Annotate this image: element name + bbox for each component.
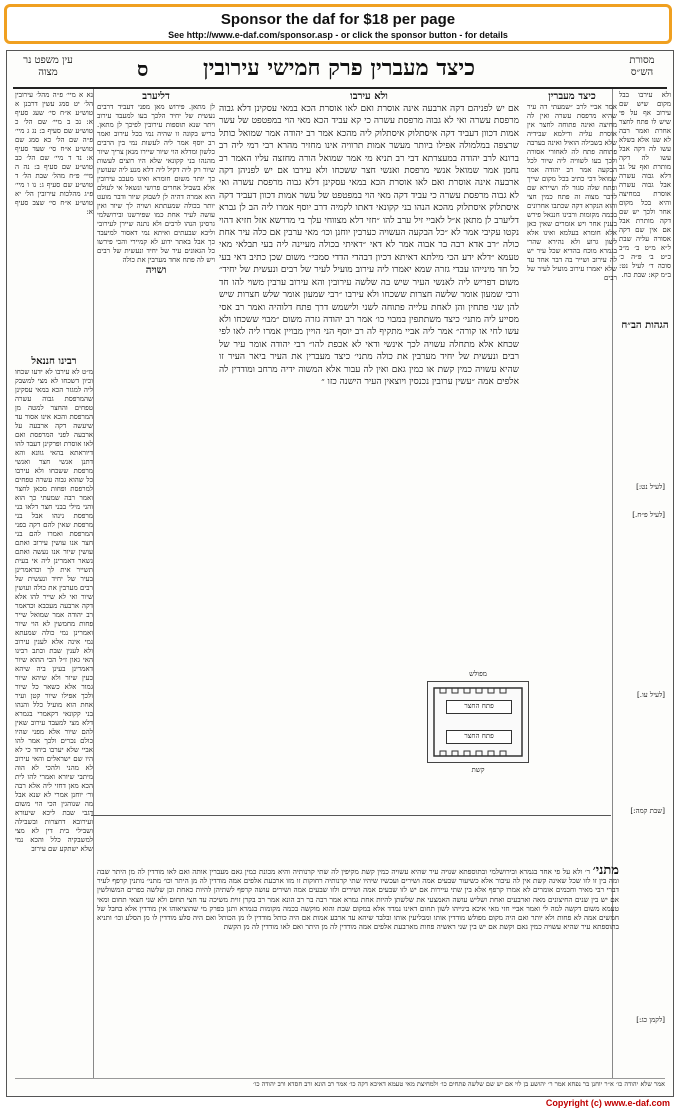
masoret-header: מסורת הש״ס <box>629 55 655 78</box>
copyright-link[interactable]: Copyright (c) www.e-daf.com <box>545 1098 670 1108</box>
rabbeinu-chananel-text: מ״ט לא עירבו לא ידעו שכחו וכיון דשכחו לא מצי למשבק ליה למגזר הכא במאי עסקינן שהמרפסת גבוה עשרה טפחים והחצר למטה מן המרפסת והכא אינו אסור עד שיעשה דקה ארבעה על ארבעה לפני המרפסת ואם לאו אוסרת ופרקינן דעבד להו דיוראתא בהאי גוונא והא דתנן אנשי חצר ואנשי מרפסת ששכחו ולא עירבו כל שהוא גבוה עשרה טפחים למרפסת ופחות מכאן לחצר ואמר רבה שמעתי כך הוא והני מילי בבני חצר דלאו בני מרפסת נינהו אבל בני מרפסת שאין להם דקה בפני המרפסת ואמרו להם בני חצר אנו עושין עירוב ואתם עושין שיור אנו נעשה ואתם נשאר דאמרינן ליה אי בעית תשייר אית לך וכדאמרינן בעיר של יחיד ונעשית של רבים מערבין את כולה ועושין שיור ואי לא שייר להו אלא דקה ארבעה מעכבא וכדאמר רב יהודה אמר שמואל שייר פחות מחמשין לא הוי שיור ואמרינן נמי כולה שמעתא נמי אינה אלא לענין עירוב ולא לענין שבת וכתב רבינו האי גאון ז״ל הכי ההוא שיור דאמרינן בעינן ביה שיהא כעין שיור ולא שיהא שיור גמור אלא כשאר כל שיור ולכך אפילו שיור קטן ועיר אחת הוא מועיל כלל והנהו בני קקונאי דקאמרי בגמרא דלא מצי למעבד עירוב שאין להם שיור אלא מפני שהיו כולם נכרים ולכך אמר להו אביי שלא יערבו ביחד כי לא היו שם ישראלים והאי עירוב לא מהני ולהכי לא הוה מיתבי שיורא ואמרי להו לית הכא מאן דחזי ליה אלא רבה ור׳ יוחנן אמרי לא שנא אבל מה שנוהגין הכי הוי משום דגבי שבת ליכא שיעורא ועירובא דחצרות ובשבילה ושבילי בית דין לא מצי למשבקיה כלל והכא נמי שלא ישתקע שם עירוב <box>15 368 93 853</box>
tosafot-text: לן מתאן. פירוש מאן מפני דעביד דרבים נעשית של יחיד הלכך בעו למעבד עירוב ויתר שנא תוספות עירובין לפיכך לן מתאן. בריש בקונה זו שהיה נמי בכל עירוב ואמר רב יוסף אמר ליה לעשות נמי בין הרבים כלשון ומדלא הוי שיור שיירו מנאן צריך שיור מהנהו בני קקונאי שלא היו רוצים לעשות שיור רק ליה דקיל ליה דלא מנע ליה שעושין כך יותר משום חומרא ואינו מעכב עירובין אלא בשביל אחרים פרושי ונשאל אי לעולם הוא אמרה דהיה לן לשבוק שיור ודבר מועט יותר בכולה שמעתתא ושויה לך שיור ואין עושה לעיר אחת כמו שפירשנו ובירושלמי גרסינן הנהו לרבים ולא נתנה שיירן לעירובי וליבא שבעתים ואיתא נמי דאסור למיעבד כך אבל באתר ידוע לא קמיירי והכי פירשו כל הגאונים עיר של יחיד ונעשית של רבים ויש לה פתח אחד מערבין את כולה <box>97 103 215 264</box>
rashi-column <box>527 91 617 866</box>
talmud-page <box>6 50 674 1097</box>
margin-reference: [לעיל נט:] <box>636 483 665 491</box>
diagram-inner-bottom: פתח החצר <box>446 730 512 744</box>
diagram-caption: קשת <box>471 766 485 774</box>
rabbeinu-chananel-heading: רבינו חננאל <box>31 356 77 367</box>
diagram-inner-top: פתח החצר <box>446 700 512 714</box>
margin-reference: [לעיל פ״ח.] <box>632 511 665 519</box>
rabbeinu-chananel-column <box>15 356 93 1081</box>
gemara-text: אם יש לפניהם דקה ארבעה אינה אוסרת ואם לאו אוסרת הכא במאי עסקינן דלא גבוה מרפסת עשרה ואי לא גבוה מרפסת עשרה כי קא עביד הכא מאי הוי במפטפט של עשר אמות דכוון דעביד דקה איסתלוק איסתלוק ליה מהכא אמר רב יהודה אמר שמואל כותל שרצפה במלמולה אפילו ביותר מעשר אמות תרוויה אינו מחזיר מהרא רבי רמי ליה רב ברונא לרב יהודה במעצרתא דבי רב תניא מי אמר שמואל הורה מחזצה עליו האמר רב נחמן אמר שמואל אנשי מרפסת ואנשי חצר ששכחו ולא עירבו אם יש לפניהן דקה ארבעה אינה אוסרת ואם לאו אוסרת הכא במאי עסקינן דלא גבוה מרפסת עשרה ואי לא גבוה מרפסת עשרה כי עביד דקה מאי הוי במפטפט של עשר אמות דכוון דעביד דקה איסתלוק איסתלוק מהכא הנהו בני קקונאי דאתו לקמיה דרב יוסף אמרו ליה הב לן גברא דליערב לן מתאן א״ל לאביי זיל ערב להו ״חזי דלא מצווחי עלך בי מדרשא אזל חזיא דהוי נקטו עקיבי אמר לא ״כל הבקעה העשויה כערבין יוחנן וכו׳ מאי ערבין אם כלה עיר אחת כולה ״רב אדא רבה בר אבוה אמר לא דאי ״דאיתי בכולה מעיינה ליה בעי תבלאי מאי טעמא ״דלא ידע הכי מילתא דאיתא דכיון דבהדי הדדי סמכי״ משום שכן כתיב דאי בעי כל חד מינייהו עבדי גזרה שמא יאמרו ליה עירוב מועיל לעיר של רבים ונעשית של יחיד״ משום דפריש ליה לאנשי העיר שיש בה שלשה עירובין והא עירוב ערבין משוי להו חד ורבי שמעון אומר שלשה חצרות ששכחו ולא עירבו ״רבי שמעון אומר שלש חצרות שיש להן שני פתחין והן לאחת עלייה פתוחה לשני ולישמש דרך פתח דלוהיה ואמר רב אסי מסייע ליה מתני׳ כיצד משתתפין במבוי כו׳ אמר רב יהודה גזרה משום ״מבוי ששכחו ולא עשו לחי או קורה״ אמר ליה אביי מתקיף לה רב יוסף הני הויין מבויין אמרו ליה לאו לפי שכחא אלא מתחלה עשויה לכך אינשי ודאי לא אכפת להו״ רבי יהודה אומר עיר של רבים ונעשית של יחיד מערבין את כולה מתני׳ כיצד מעברין את העיר ביאר העיר זו שהיא עשויה כמין קשת או כמין גאם ואין לה עבור אלא המשוה ידיה מרחב ומודדין לה אלפים אמה ״עשין ערובין נכנסין ויוצאין העיר הישנה כזו ״ <box>219 104 519 387</box>
sponsor-subtitle[interactable]: See http://www.e-daf.com/sponsor.asp - or click the sponsor button - for details <box>168 30 508 40</box>
mishna-label: מתני׳ <box>592 866 619 878</box>
ein-mishpat-header: עין משפט נר מצוה <box>23 55 73 78</box>
diagram-label: מפולש <box>469 670 487 678</box>
divider <box>93 89 94 1079</box>
header-divider <box>13 87 667 89</box>
footer-line: אמר שלא יהודה כו׳ א״ר יוחנן בר נפחא אמר ר׳ יהושע בן לוי אם יש שם שלשה פתחים כו׳ ולמחיצת מאי טעמא דאיכא דקה כו׳ אמר רב הונא ורב חסדא ורב יהודה כו׳ <box>15 1078 665 1092</box>
masoret-text: ולא עירבו בבל מקום שיש שם עירוב אף על פי שיש לו פתח לחצר אחרת ואמר רבה לא שנו אלא בשלא עשו לה דקה אבל עשו לה דקה מותרת ואף על גב דלא גבוה עשרה אבל גבוה עשרה אוסרת במחיצה והיא בכל מקום אחר ולכך יש שם דקה מותרת אבל אם אין שם דקה אסורה עליה שבת ל״א מ״ט ב׳ מ״ב כ״ט ב׳ פ״ה כ׳ סוכה ד׳ לעיל נט: ב״מ קא: שבת כח. <box>619 91 671 279</box>
hagahot-heading: הגהות הב״ח <box>621 320 669 331</box>
section-divider <box>91 815 611 816</box>
masoret-column <box>619 91 671 1091</box>
ein-mishpat-text: נא א מיי׳ פ״ה מהל׳ עירובין הל׳ יט סמג עשין דרבנן א טוש״ע א״ח סי׳ שעג סעיף א: נב ב מיי׳ שם הל׳ כ טוש״ע שם סעיף ב: נג ג מיי׳ פ״ה שם הל׳ כא סמג שם טוש״ע א״ח סי׳ שעד סעיף א: נד ד מיי׳ שם הל׳ כב טוש״ע שם סעיף ב: נה ה מיי׳ פ״ח מהל׳ שבת הל׳ ד טוש״ע שם סעיף ג: נו ו מיי׳ פ״ג מהלכות עירובין הל׳ יא טוש״ע א״ח סי׳ שצב סעיף א: <box>15 91 93 216</box>
margin-reference: [לעיל עו.] <box>636 691 665 699</box>
diagram-wall-icon <box>428 682 528 762</box>
city-diagram <box>427 670 529 774</box>
page-title: כיצד מעברין פרק חמישי עירובין <box>203 55 475 81</box>
rashi-text: אמר אביי לרב ״שמעתי דה עיר שהיא מרפסת עשרה ואין לה מחיצה ואינה פתוחה לחצר אין אוסרת עליה ודילמא שבידיה שלא בשבילה הואיל ואינה בערבה פתוחה פתח לה לאחורי אסורה ולכך בעו לשוויה ליה שיור לכל הבקעה אמר רב יהודה אמר שמואל דכי כתיב בכל מקום שייך ופתח שלה סגור לה ושיירא שם לדבר מצוה זה פתח כמין חצי והוא הנקרא דקה שכתבו אחרונים בכמה מקומות ורבינו חננאל פירש בענין אחר ויש אומרים שאין כאן אלא חומרא בעלמא ואינו אלא לשון גרוע ולא נהירא שהרי בגמרא מוכח בהדיא שכל עיר יש לה עירוב ושייר בה דבר אחד עד שלא יאמרו עירוב מועיל לעיר של רבים <box>527 103 617 282</box>
bottom-commentary <box>97 866 619 1076</box>
gemara-heading: ולא עירבו <box>350 91 388 102</box>
bottom-commentary-text <box>97 866 619 931</box>
margin-reference: [שבת קמה:] <box>630 807 665 815</box>
bottom-text: ר׳ ולא על פי אחד בגמרא ובירושלמי ובתוספתא שנויה עיר שהיא עשויה כמין קשת מקיפין לה שתי קרנותיה והיא מכונת כמין גאם מעברין אותה ואם לאו מודדין לה מן היתר שבה ומה בין זו לזו שכל שאינה קשת אין לה עיבור אלא כשיעור שבעים אמה ושירים ועכשיו שיהיו שתי קרנותיה רחוקות זו מזו ארבעת אלפים אמה מודדין לה מן היתר וכו׳ מתני׳ נותנין קרפף לעיר דברי רבי מאיר וחכמים אומרים לא אמרו קרפף אלא בין שתי עיירות אם יש לזו שבעים אמה ושירים ולזו שבעים אמה ושירים עושה קרפף לשתיהן להיות כאחת וכן שלשה כפרים המשולשין אם יש בין שנים החיצונים מאה וארבעים ואחת ושליש עושה האמצעי את שלשתן להיות אחת גמרא אמר רבה בר רב הונא אמר רב בקרן זוית משיכה עד חצי תחום ולא שני חצאי תחום ומאי טעמא משום דקשה למה לי ואמר אביי חזי מאי איכא בינייהו לשון תחום דאינו נמדד אלא במקום שבת והוא מוקשה בכמה מקומות בגמרא ותנן בפרק מי שהוציאוהו אין מודדין אלא בחבל של חמשים אמה לא פחות ולא יותר ואם היה מקום מפולש מודדין אותו ומבליעין אותו ובלבד שיהא עד ארבע אמות אם היה כותל מודדין לו מן הכותל ואם היה סלע מודדין לו מן הסלע וכו׳ ותניא בתוספתא עיר שהיא עשויה כמין גאם וקשת אם יש בין שני ראשיה פחות מארבעת אלפים אמה מודדין לה מן היתר ואם לאו מודדין לה מן הקשת <box>97 867 619 932</box>
sponsor-banner[interactable] <box>4 4 672 44</box>
rashi-heading: כיצד מעברין <box>548 91 596 102</box>
tosafot-column <box>97 91 215 866</box>
tosafot-heading: דליערב <box>142 91 170 102</box>
ein-mishpat-column <box>15 91 93 356</box>
tosafot-heading-2: ושויה <box>145 265 167 276</box>
margin-reference: [לקמן כג:] <box>636 1016 665 1024</box>
daf-number: ס <box>137 57 149 81</box>
sponsor-title[interactable]: Sponsor the daf for $18 per page <box>220 11 456 28</box>
